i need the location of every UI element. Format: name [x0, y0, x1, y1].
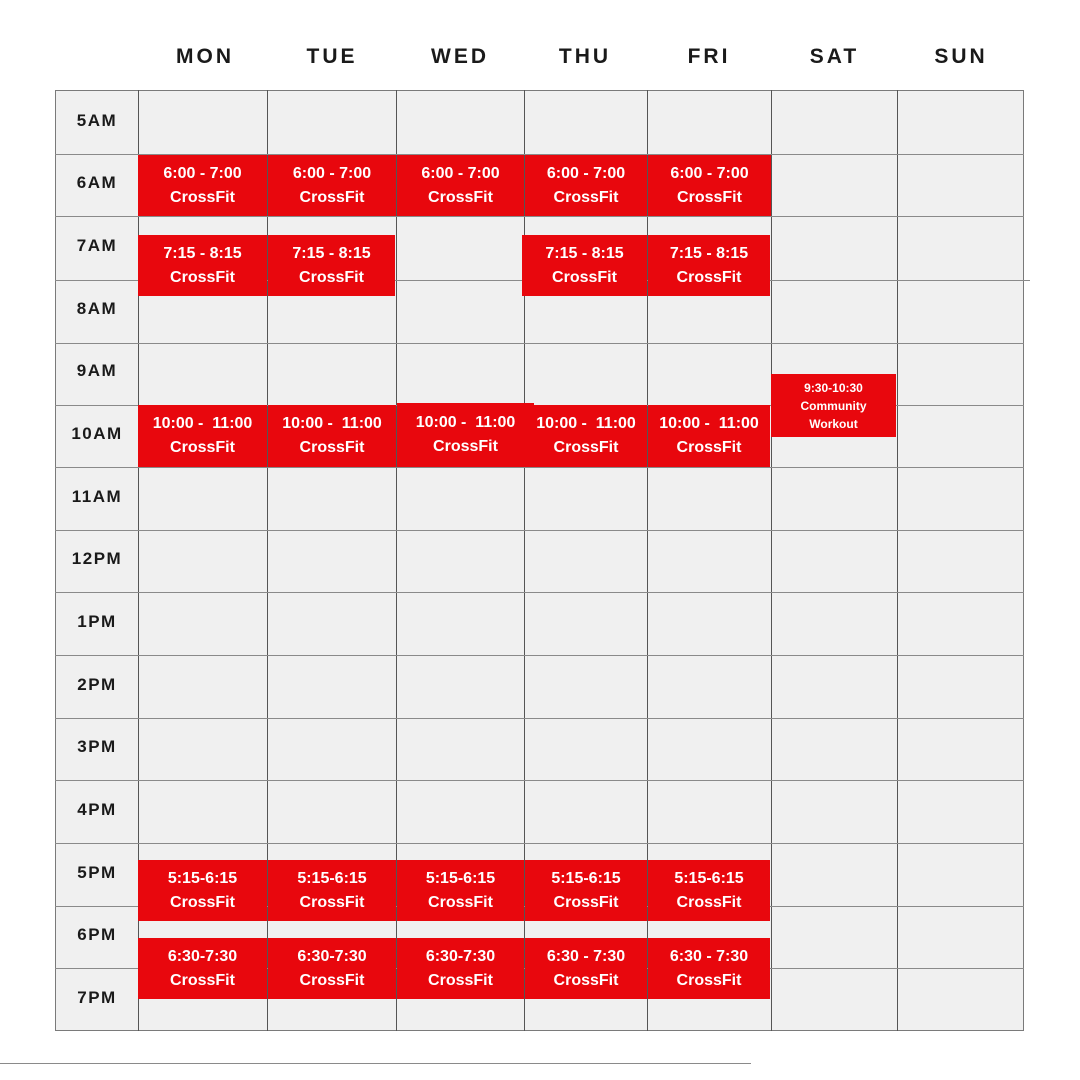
class-name: CrossFit: [428, 188, 493, 206]
time-label-4pm: 4PM: [77, 800, 117, 819]
class-time: 10:00 - 11:00: [536, 415, 636, 432]
class-block[interactable]: [138, 938, 267, 999]
class-name: CrossFit: [433, 438, 498, 455]
grid-line: [55, 655, 1024, 656]
class-time: 10:00 - 11:00: [415, 414, 516, 431]
class-block[interactable]: [648, 938, 770, 999]
class-time: 5:15-6:15: [551, 869, 621, 887]
time-label-5pm: 5PM: [77, 863, 117, 882]
class-block[interactable]: [397, 860, 524, 921]
class-block[interactable]: [268, 405, 396, 467]
class-name: CrossFit: [677, 188, 742, 206]
class-name: CrossFit: [676, 268, 742, 286]
grid-line: [897, 90, 898, 1031]
class-block[interactable]: [268, 938, 396, 999]
grid-line: [55, 718, 1024, 719]
class-time: 6:30-7:30: [167, 947, 238, 965]
day-header-thu: THU: [558, 45, 612, 68]
class-block[interactable]: [525, 860, 647, 921]
time-label-12pm: 12PM: [71, 549, 123, 568]
class-name: CrossFit: [170, 439, 235, 456]
class-block[interactable]: [648, 405, 770, 467]
grid-line: [55, 843, 1024, 844]
class-time: 5:15-6:15: [297, 869, 367, 887]
class-name: CrossFit: [170, 893, 235, 911]
class-block[interactable]: [522, 235, 647, 296]
class-time: 7:15 - 8:15: [163, 244, 242, 262]
class-name: CrossFit: [676, 971, 742, 989]
class-name: CrossFit: [552, 268, 617, 286]
class-time: 6:30-7:30: [297, 947, 367, 965]
class-block[interactable]: [397, 155, 524, 216]
class-name: CrossFit: [170, 971, 235, 989]
class-time: 6:00 - 7:00: [421, 164, 500, 182]
class-block[interactable]: [525, 155, 647, 216]
class-time: 6:30 - 7:30: [669, 947, 749, 965]
class-name: CrossFit: [170, 188, 235, 206]
day-header-mon: MON: [176, 45, 234, 68]
time-label-5am: 5AM: [76, 111, 118, 130]
class-name: CrossFit: [553, 439, 619, 456]
class-time: 5:15-6:15: [674, 869, 744, 887]
time-label-3pm: 3PM: [77, 737, 117, 756]
class-time: 9:30-10:30: [804, 380, 863, 395]
class-time: 5:15-6:15: [167, 869, 238, 887]
class-time: 6:00 - 7:00: [546, 164, 626, 182]
class-name: CrossFit: [299, 893, 365, 911]
time-label-7pm: 7PM: [77, 988, 117, 1007]
class-block[interactable]: [397, 938, 524, 999]
time-label-2pm: 2PM: [77, 675, 117, 694]
class-block[interactable]: [268, 860, 396, 921]
class-block[interactable]: [648, 860, 770, 921]
day-header-fri: FRI: [687, 45, 731, 68]
class-block[interactable]: [525, 405, 647, 467]
class-time: 6:00 - 7:00: [292, 164, 372, 182]
day-header-sat: SAT: [809, 45, 860, 68]
class-block[interactable]: [648, 235, 770, 296]
class-time: 6:30-7:30: [425, 947, 496, 965]
grid-line: [55, 592, 1024, 593]
class-block[interactable]: [268, 155, 396, 216]
class-block[interactable]: [138, 405, 267, 467]
class-time: 7:15 - 8:15: [545, 244, 624, 262]
class-time: 7:15 - 8:15: [669, 244, 749, 262]
class-time: 6:00 - 7:00: [163, 164, 242, 182]
time-label-6am: 6AM: [76, 173, 118, 192]
class-block[interactable]: [648, 155, 771, 216]
grid-line: [55, 780, 1024, 781]
day-header-sun: SUN: [934, 45, 988, 68]
class-time: 10:00 - 11:00: [659, 415, 759, 432]
class-name: Community Workout: [800, 398, 867, 431]
class-name: CrossFit: [428, 971, 493, 989]
time-label-9am: 9AM: [76, 361, 118, 380]
time-label-8am: 8AM: [76, 299, 118, 318]
class-name: CrossFit: [299, 439, 365, 456]
stray-line: [0, 1063, 751, 1064]
class-time: 10:00 - 11:00: [152, 415, 253, 432]
class-name: CrossFit: [553, 893, 619, 911]
time-label-10am: 10AM: [71, 424, 123, 443]
class-block[interactable]: [138, 235, 267, 296]
class-name: CrossFit: [299, 188, 365, 206]
class-name: CrossFit: [299, 971, 365, 989]
class-time: 6:30 - 7:30: [546, 947, 626, 965]
class-name: CrossFit: [553, 188, 619, 206]
class-block[interactable]: [525, 938, 647, 999]
class-block[interactable]: [138, 860, 267, 921]
time-label-6pm: 6PM: [77, 925, 117, 944]
class-name: CrossFit: [428, 893, 493, 911]
class-name: CrossFit: [170, 268, 235, 286]
time-label-7am: 7AM: [76, 236, 118, 255]
time-label-11am: 11AM: [71, 487, 123, 506]
class-time: 10:00 - 11:00: [282, 415, 382, 432]
grid-line: [55, 530, 1024, 531]
class-time: 6:00 - 7:00: [670, 164, 749, 182]
class-block[interactable]: [138, 155, 267, 216]
grid-line: [55, 467, 1024, 468]
day-header-tue: TUE: [306, 45, 358, 68]
class-name: CrossFit: [676, 439, 742, 456]
class-block[interactable]: [771, 374, 896, 437]
stray-line: [1024, 280, 1030, 281]
class-name: CrossFit: [553, 971, 619, 989]
class-name: CrossFit: [299, 268, 364, 286]
grid-line: [55, 216, 1024, 217]
class-time: 7:15 - 8:15: [292, 244, 371, 262]
class-block[interactable]: [268, 235, 395, 296]
class-name: CrossFit: [676, 893, 742, 911]
grid-line: [55, 343, 1024, 344]
grid-line: [771, 90, 772, 1031]
class-time: 5:15-6:15: [425, 869, 496, 887]
day-header-wed: WED: [431, 45, 489, 68]
time-label-1pm: 1PM: [77, 612, 117, 631]
class-block[interactable]: [397, 403, 534, 467]
